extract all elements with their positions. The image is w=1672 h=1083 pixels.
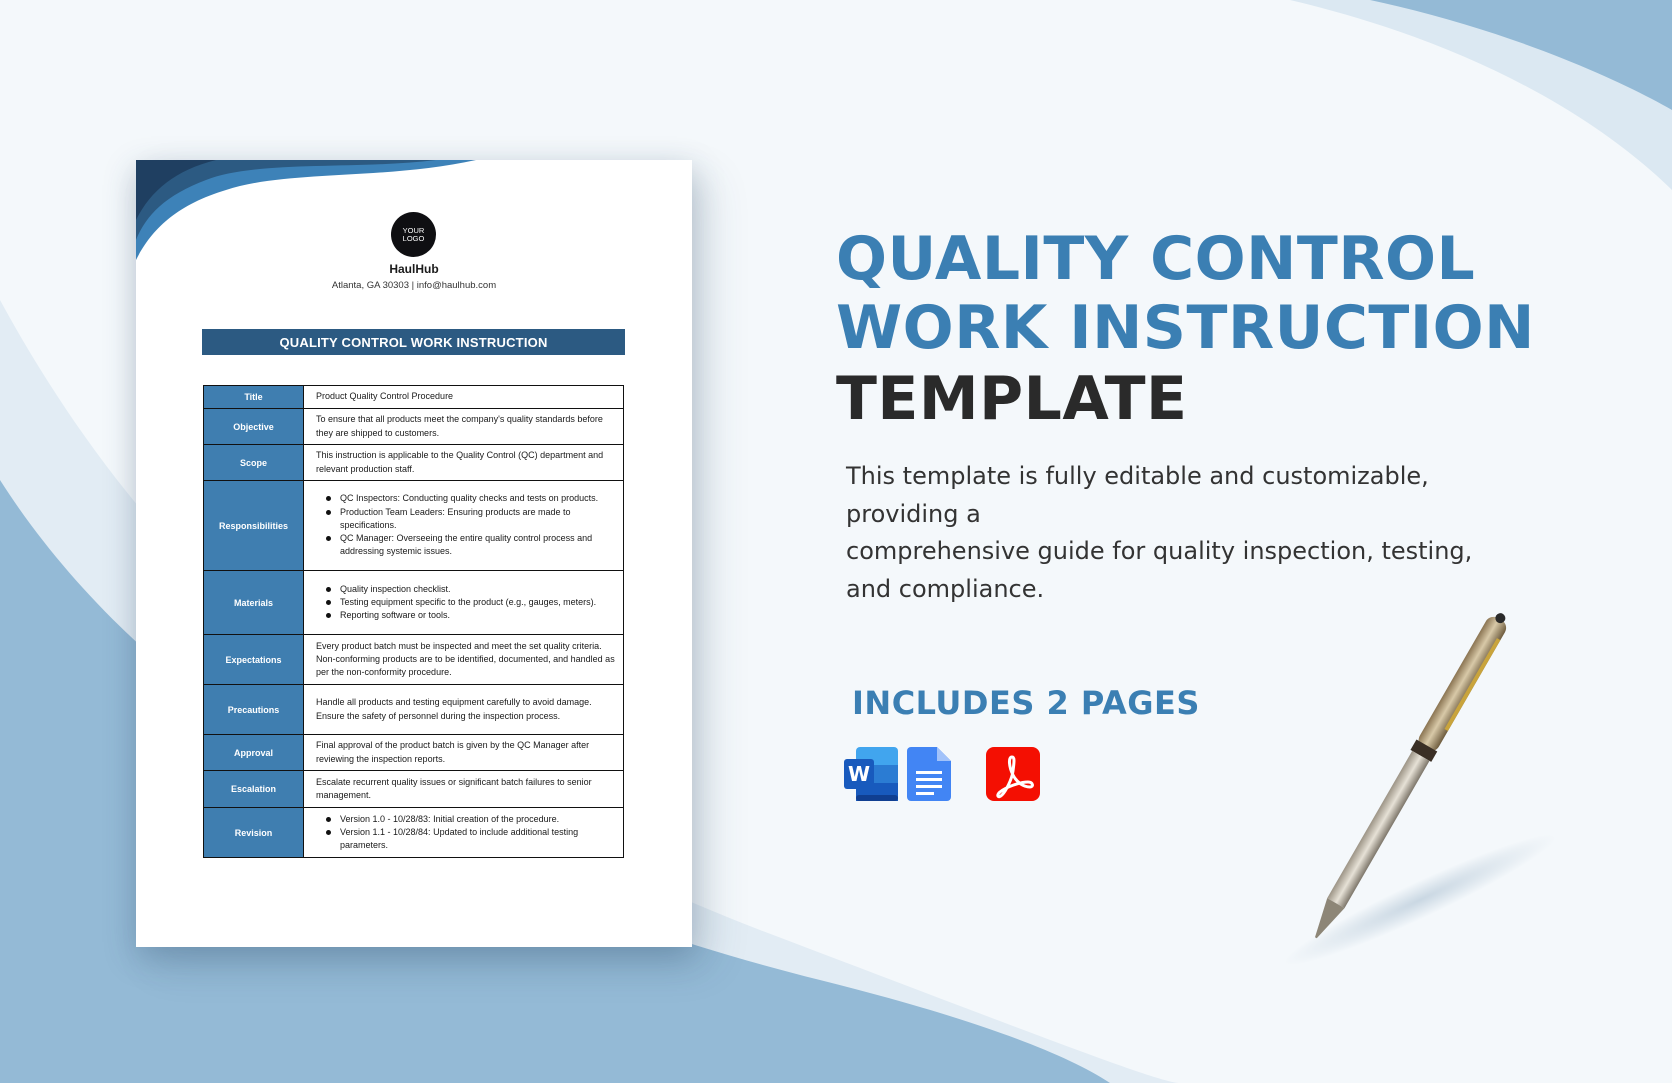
table-row	[204, 386, 624, 409]
table-row	[204, 409, 624, 445]
company-contact: Atlanta, GA 30303 | info@haulhub.com	[331, 280, 497, 291]
table-row	[204, 481, 624, 571]
row-value: This instruction is applicable to the Quality Control (QC) department and relevant production staff.	[304, 445, 624, 481]
description-line: comprehensive guide for quality inspection, testing,	[846, 537, 1473, 565]
row-value: Handle all products and testing equipment carefully to avoid damage. Ensure the safety of personnel during the inspection process.	[304, 685, 624, 735]
logo-line-1: YOUR	[402, 225, 425, 235]
row-value	[304, 481, 624, 571]
table-row	[204, 635, 624, 685]
row-label: Escalation	[204, 771, 304, 808]
row-label: Approval	[204, 735, 304, 771]
pen-illustration	[1250, 600, 1580, 980]
bullet-list	[316, 492, 617, 558]
row-value: Final approval of the product batch is given by the QC Manager after reviewing the inspection reports.	[304, 735, 624, 771]
list-item: Reporting software or tools.	[340, 609, 617, 622]
row-value	[304, 808, 624, 858]
row-label: Expectations	[204, 635, 304, 685]
list-item: Production Team Leaders: Ensuring products are made to specifications.	[340, 506, 617, 533]
bullet-list	[316, 583, 617, 623]
table-row	[204, 808, 624, 858]
description-line: This template is fully editable and customizable, providing a	[846, 462, 1429, 528]
logo-line-2: LOGO	[402, 233, 425, 243]
table-row	[204, 735, 624, 771]
google-docs-icon	[900, 745, 958, 803]
table-row	[204, 771, 624, 808]
company-logo	[391, 212, 436, 257]
list-item: Testing equipment specific to the product (e.g., gauges, meters).	[340, 596, 617, 609]
headline-line-3: TEMPLATE	[836, 364, 1188, 434]
row-value	[304, 571, 624, 635]
row-label: Title	[204, 386, 304, 409]
list-item: Version 1.1 - 10/28/84: Updated to include additional testing parameters.	[340, 826, 617, 853]
row-label: Objective	[204, 409, 304, 445]
row-label: Scope	[204, 445, 304, 481]
row-label: Precautions	[204, 685, 304, 735]
bullet-list	[316, 813, 617, 853]
document-preview	[136, 160, 692, 947]
word-icon	[842, 745, 900, 803]
work-instruction-table	[203, 385, 624, 858]
company-name: HaulHub	[389, 262, 439, 276]
description-line: and compliance.	[846, 574, 1045, 603]
table-row	[204, 685, 624, 735]
headline-line-1: QUALITY CONTROL	[836, 224, 1476, 294]
row-label: Responsibilities	[204, 481, 304, 571]
list-item: Quality inspection checklist.	[340, 583, 617, 596]
document-title: QUALITY CONTROL WORK INSTRUCTION	[202, 329, 625, 355]
row-label: Materials	[204, 571, 304, 635]
row-value: To ensure that all products meet the company's quality standards before they are shipped to customers.	[304, 409, 624, 445]
table-row	[204, 445, 624, 481]
headline-line-2: WORK INSTRUCTION	[836, 293, 1535, 363]
row-label: Revision	[204, 808, 304, 858]
row-value: Escalate recurrent quality issues or significant batch failures to senior management.	[304, 771, 624, 808]
description	[846, 458, 1506, 608]
table-row	[204, 571, 624, 635]
row-value: Every product batch must be inspected and meet the set quality criteria. Non-conforming products are to be identified, documented, and handled as per the non-conformity procedure.	[304, 635, 624, 685]
row-value: Product Quality Control Procedure	[304, 386, 624, 409]
list-item: QC Inspectors: Conducting quality checks and tests on products.	[340, 492, 617, 505]
list-item: QC Manager: Overseeing the entire quality control process and addressing systemic issues.	[340, 532, 617, 559]
pdf-icon	[984, 745, 1042, 803]
list-item: Version 1.0 - 10/28/83: Initial creation of the procedure.	[340, 813, 617, 826]
pages-label: INCLUDES 2 PAGES	[852, 684, 1200, 722]
svg-text:W: W	[847, 762, 871, 786]
